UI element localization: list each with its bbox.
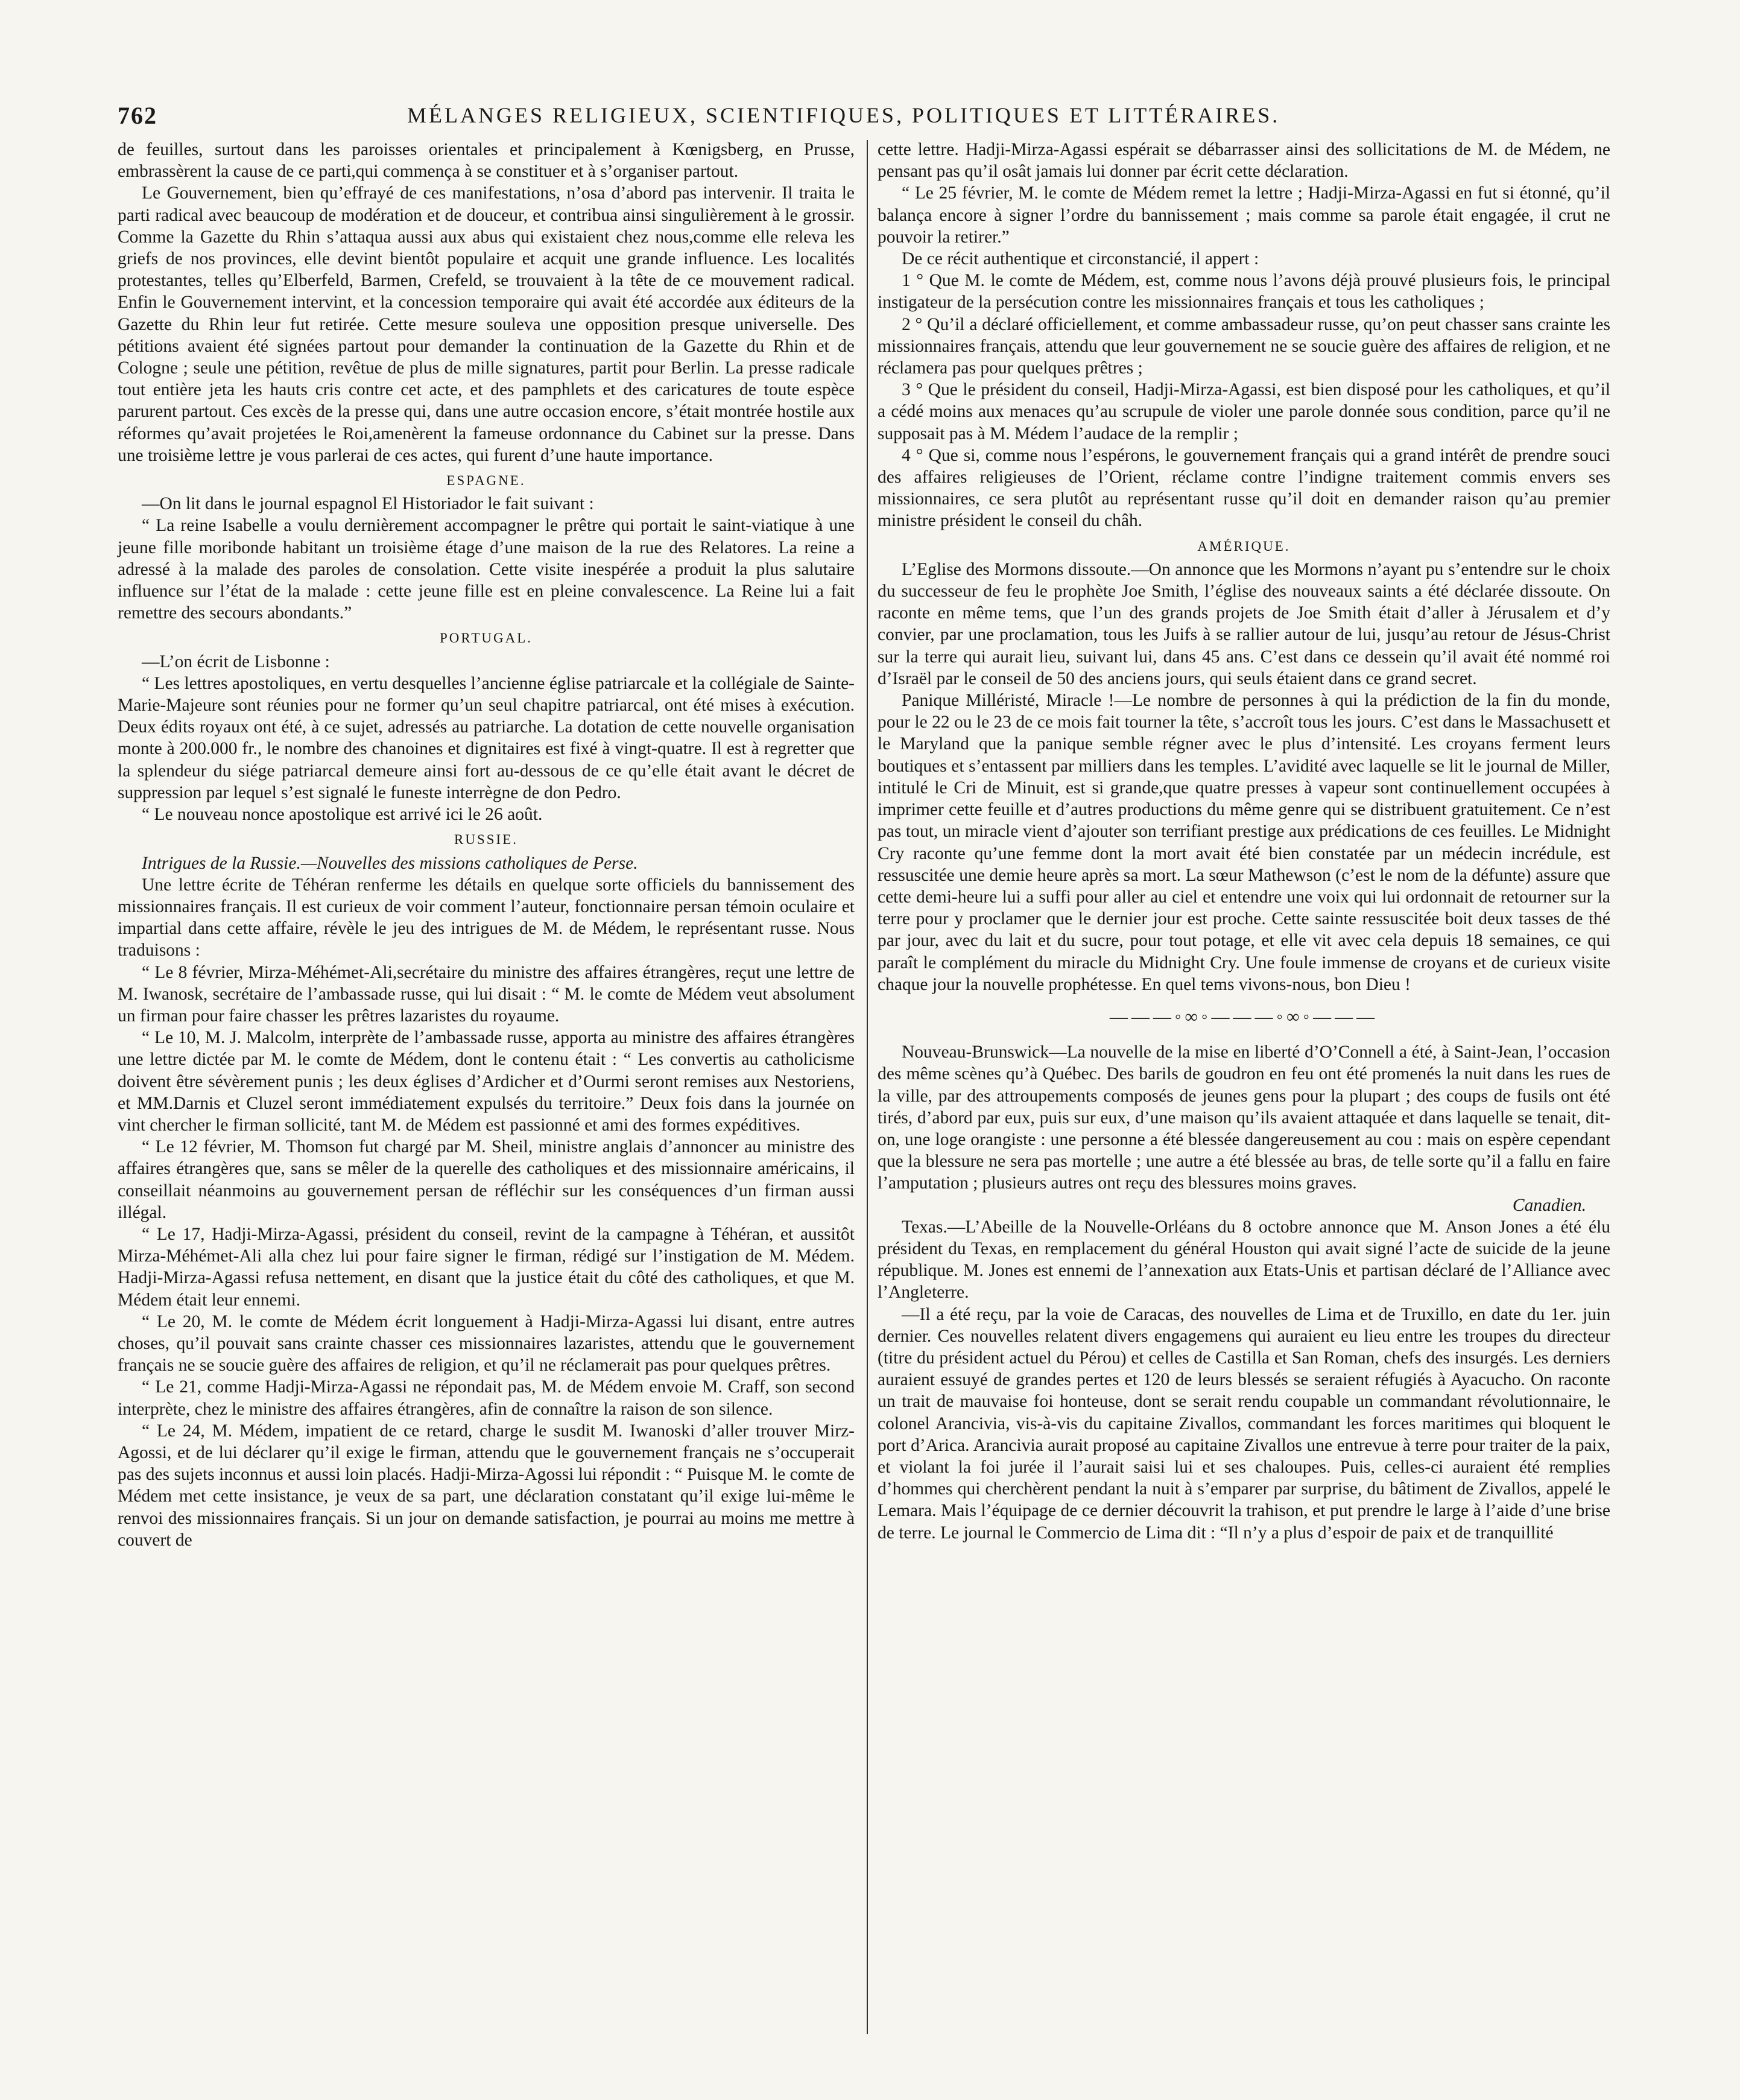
paragraph: “ Le 10, M. J. Malcolm, interprète de l’ambassade russe, apporta au ministre des affaires étrangères une lettre dictée par M. le comte de Médem, dont le contenu était : “ Les convertis au catholicisme doivent être sévèrement punis ; les deux églises d’Ardicher et d’Ourmi seront remises aux Nestoriens, et MM.Darnis et Cluzel seront immédiatement expulsés du territoire.” Deux fois dans la journée on vint chercher le firman sollicité, tant M. de Médem est passionné et ami des formes expéditives.: [118, 1028, 855, 1135]
paragraph: “ Le 12 février, M. Thomson fut chargé par M. Sheil, ministre anglais d’annoncer au ministre des affaires étrangères que, sans se mêler de la querelle des catholiques et des missionnaire américains, il conseillait néanmoins au gouvernement persan de réfléchir sur les conséquences d’un firman aussi illégal.: [118, 1137, 855, 1222]
paragraph: cette lettre. Hadji-Mirza-Agassi espérait se débarrasser ainsi des sollicitations de M. de Médem, ne pensant pas qu’il osât jamais lui donner par écrit cette déclaration.: [878, 140, 1610, 182]
paragraph: L’Eglise des Mormons dissoute.—On annonce que les Mormons n’ayant pu s’entendre sur le choix du successeur de feu le prophète Joe Smith, l’église des nouveaux saints a été déclarée dissoute. On raconte en même tems, que l’un des grands projets de Joe Smith était d’aller à Jérusalem et d’y convier, par une proclamation, tous les Juifs à se rallier autour de lui, jusqu’au retour de Jésus-Christ sur la terre qui aurait lieu, suivant lui, dans 45 ans. C’est dans ce dessein qu’il avait été nommé roi d’Israël par le conseil de 50 des anciens jours, qui seuls étaient dans ce grand secret.: [878, 559, 1610, 688]
paragraph: —Il a été reçu, par la voie de Caracas, des nouvelles de Lima et de Truxillo, en date du 1er. juin dernier. Ces nouvelles relatent divers engagemens qui auraient eu lieu entre les troupes du directeur (titre du président actuel du Pérou) et celles de Castilla et San Roman, chefs des insurgés. Les derniers auraient essuyé de grandes pertes et 120 de leurs blessés se seraient réfugiés à Ayacucho. On raconte un trait de mauvaise foi honteuse, dont se serait rendu coupable un commandant révolutionnaire, le colonel Arancivia, vis-à-vis du capitaine Zivallos, commandant les forces maritimes qui bloquent le port d’Arica. Arancivia aurait proposé au capitaine Zivallos une entrevue à terre pour traiter de la paix, et violant la foi jurée il l’aurait saisi lui et ses chaloupes. Puis, celles-ci auraient été remplies d’hommes qui cherchèrent pendant la nuit à s’emparer par surprise, du bâtiment de Zivallos, appelé le Lemara. Mais l’équipage de ce dernier découvrit la trahison, et put prendre le large à l’aide d’une brise de terre. Le journal le Commercio de Lima dit : “Il n’y a plus d’espoir de paix et de tranquillité: [878, 1304, 1610, 1543]
page-number: 762: [118, 102, 157, 129]
paragraph: —L’on écrit de Lisbonne :: [142, 652, 330, 671]
paragraph: “ Le 8 février, Mirza-Méhémet-Ali,secrétaire du ministre des affaires étrangères, reçut une lettre de M. Iwanosk, secrétaire de l’ambassade russe, qui lui disait : “ M. le comte de Médem veut absolument un firman pour faire chasser les prêtres lazaristes du royaume.: [118, 962, 855, 1026]
paragraph: “ Le 21, comme Hadji-Mirza-Agassi ne répondait pas, M. de Médem envoie M. Craff, son second interprète, chez le ministre des affaires étrangères, afin de connaître la raison de son silence.: [118, 1377, 855, 1419]
left-column: [118, 139, 855, 1551]
paragraph: Une lettre écrite de Téhéran renferme les détails en quelque sorte officiels du bannissement des missionnaires français. Il est curieux de voir comment l’auteur, fonctionnaire persan témoin oculaire et impartial dans cette affaire, révèle le jeu des intrigues de M. de Médem, le représentant russe. Nous traduisons :: [118, 875, 855, 960]
paragraph: “ Les lettres apostoliques, en vertu desquelles l’ancienne église patriarcale et la collégiale de Sainte-Marie-Majeure sont réunies pour ne former qu’un seul chapitre patriarcal, ont été mises à exécution. Deux édits royaux ont été, à ce sujet, adressés au patriarche. La dotation de cette nouvelle organisation monte à 200.000 fr., le nombre des chanoines et dignitaires est fixé à vingt-quatre. Il est à regretter que la splendeur du siége patriarcal demeure ainsi fort au-dessous de ce qu’elle était avant le décret de suppression par lequel s’est signalé le funeste interrègne de don Pedro.: [118, 673, 855, 802]
article-rubric: Intrigues de la Russie.—Nouvelles des missions catholiques de Perse.: [142, 853, 638, 873]
paragraph: “ Le nouveau nonce apostolique est arrivé ici le 26 août.: [142, 805, 543, 825]
paragraph: de feuilles, surtout dans les paroisses orientales et principalement à Kœnigsberg, en Prusse, embrassèrent la cause de ce parti,qui commença à se constituer et à s’organiser partout.: [118, 140, 855, 182]
paragraph: Panique Milléristé, Miracle !—Le nombre de personnes à qui la prédiction de la fin du monde, pour le 22 ou le 23 de ce mois fait tourner la tête, s’accroît tous les jours. C’est dans le Massachusett et le Maryland que la panique semble régner avec le plus d’intensité. Les croyans ferment leurs boutiques et s’entassent par milliers dans les temples. L’avidité avec laquelle se lit le journal de Miller, intitulé le Cri de Minuit, est si grande,que quatre presses à vapeur sont continuellement occupées à imprimer cette feuille et d’autres productions du même genre qui se distribuent gratuitement. Ce n’est pas tout, un miracle vient d’ajouter son terrifiant prestige aux prédications de ces feuilles. Le Midnight Cry raconte qu’une femme dont la mort avait été bien constatée par un médecin incrédule, est ressuscitée une demie heure après sa mort. La sœur Mathewson (c’est le nom de la défunte) assure que cette demi-heure lui a suffi pour aller au ciel et entendre une voix qui lui ordonnait de retourner sur la terre pour y proclamer que le dernier jour est proche. Cette sainte ressuscitée boit deux tasses de thé par jour, avec du lait et du sucre, pour tout potage, et elle vit avec cela depuis 18 semaines, ce qui paraît le complément du miracle du Midnight Cry. Une foule immense de croyans et de curieux visite chaque jour la nouvelle prophétesse. En quel tems vivons-nous, bon Dieu !: [878, 691, 1610, 994]
paragraph: De ce récit authentique et circonstancié, il appert :: [902, 249, 1259, 269]
section-heading-portugal: PORTUGAL.: [439, 630, 533, 646]
paragraph: “ Le 25 février, M. le comte de Médem remet la lettre ; Hadji-Mirza-Agassi en fut si étonné, qu’il balança encore à signer l’ordre du bannissement ; mais comme sa parole était engagée, il crut ne pouvoir la retirer.”: [878, 183, 1610, 247]
section-heading-amerique: AMÉRIQUE.: [1197, 538, 1291, 554]
section-heading-russie: RUSSIE.: [454, 832, 518, 848]
paragraph: “ La reine Isabelle a voulu dernièrement accompagner le prêtre qui portait le saint-viatique à une jeune fille moribonde habitant un troisième étage d’une maison de la rue des Relatores. La reine a adressé à la malade des paroles de consolation. Cette visite inespérée a produit la plus salutaire influence sur l’état de la malade : cette jeune fille est en pleine convalescence. La Reine lui a fait remettre des secours abondants.”: [118, 516, 855, 623]
column-divider: [867, 140, 868, 2034]
paragraph: 2 ° Qu’il a déclaré officiellement, et comme ambassadeur russe, qu’on peut chasser sans crainte les missionnaires français, attendu que leur gouvernement ne se soucie guère des affaires de religion, et ne réclamera pas pour quelques prêtres ;: [878, 314, 1610, 378]
paragraph: Nouveau-Brunswick—La nouvelle de la mise en liberté d’O’Connell a été, à Saint-Jean, l’occasion des même scènes qu’à Québec. Des barils de goudron en feu ont été promenés la nuit dans les rues de la ville, par des attroupements composés de jeunes gens pour la plupart ; des coups de fusils ont été tirés, d’abord par eux, puis sur eux, d’une maison qu’ils avaient attaquée et dans laquelle se tenait, dit-on, une loge orangiste : une personne a été blessée dangereusement au cou : mais on espère cependant que la blessure ne sera pas mortelle ; une autre a été blessée au bras, de telle sorte qu’il a fallu en faire l’amputation ; plusieurs autres ont reçu des blessures moins graves.: [878, 1042, 1610, 1193]
section-heading-espagne: ESPAGNE.: [446, 473, 526, 489]
paragraph: 1 ° Que M. le comte de Médem, est, comme nous l’avons déjà prouvé plusieurs fois, le principal instigateur de la persécution contre les missionnaires français et tous les catholiques ;: [878, 271, 1610, 312]
paragraph: “ Le 24, M. Médem, impatient de ce retard, charge le susdit M. Iwanoski d’aller trouver Mirz-Agossi, et de lui déclarer qu’il exige le firman, attendu que le gouvernement français ne s’occuperait pas des sujets inconnus et aussi loin placés. Hadji-Mirza-Agossi lui répondit : “ Puisque M. le comte de Médem met cette insistance, je veux de sa part, une déclaration constatant qu’il exige lui-même le renvoi des missionnaires français. Si un jour on demande satisfaction, je pourrai au moins me mettre à couvert de: [118, 1421, 855, 1550]
paragraph: “ Le 17, Hadji-Mirza-Agassi, président du conseil, revint de la campagne à Téhéran, et aussitôt Mirza-Méhémet-Ali alla chez lui pour faire signer le firman, rédigé sur l’instigation de M. Médem. Hadji-Mirza-Agassi refusa nettement, en disant que la justice était du côté des catholiques, et que M. Médem était leur ennemi.: [118, 1224, 855, 1310]
ornamental-divider: ———◦∞◦———◦∞◦———: [1109, 1006, 1379, 1027]
running-title: MÉLANGES RELIGIEUX, SCIENTIFIQUES, POLITIQUES ET LITTÉRAIRES.: [407, 103, 1280, 127]
paragraph: “ Le 20, M. le comte de Médem écrit longuement à Hadji-Mirza-Agassi lui disant, entre autres choses, qu’il pouvait sans crainte chasser ces missionnaires lazaristes, attendu que le gouvernement français ne se soucie guère des affaires de religion, et qu’il ne réclamerait pas pour quelques prêtres.: [118, 1312, 855, 1375]
source-signature: Canadien.: [1512, 1195, 1586, 1215]
paragraph: 4 ° Que si, comme nous l’espérons, le gouvernement français qui a grand intérêt de prendre souci des affaires religieuses de l’Orient, réclame contre l’indigne traitement commis envers ses missionnaires, ce sera plutôt au représentant russe qu’il doit en demander raison qu’au premier ministre président le conseil du châh.: [878, 445, 1610, 531]
paragraph: Le Gouvernement, bien qu’effrayé de ces manifestations, n’osa d’abord pas intervenir. Il traita le parti radical avec beaucoup de modération et de douceur, et contribua ainsi singulièrement à le grossir. Comme la Gazette du Rhin s’attaqua aussi aux abus qui existaient chez nous,comme elle releva les griefs de nos provinces, elle devint bientôt populaire et acquit une grande influence. Les localités protestantes, telles qu’Elberfeld, Barmen, Crefeld, se trouvaient à la tête de ce mouvement radical. Enfin le Gouvernement intervint, et la concession temporaire qui avait été accordée aux éditeurs de la Gazette du Rhin leur fut retirée. Cette mesure souleva une opposition presque universelle. Des pétitions avaient été signées partout pour demander la continuation de la Gazette du Rhin et de Cologne ; seule une pétition, revêtue de plus de mille signatures, partit pour Berlin. La presse radicale tout entière jeta les hauts cris contre cet acte, et des pamphlets et des caricatures de toute espèce parurent partout. Ces excès de la presse qui, dans une autre occasion encore, s’était montrée hostile aux réformes qu’avait projetées le Roi,amenèrent la fameuse ordonnance du Cabinet sur la presse. Dans une troisième lettre je vous parlerai de ces actes, qui furent d’une haute importance.: [118, 183, 855, 465]
paragraph: —On lit dans le journal espagnol El Historiador le fait suivant :: [142, 494, 594, 514]
page-header: [118, 101, 1613, 138]
paragraph: Texas.—L’Abeille de la Nouvelle-Orléans du 8 octobre annonce que M. Anson Jones a été élu président du Texas, en remplacement du général Houston qui avait signé l’acte de suicide de la jeune république. M. Jones est ennemi de l’annexation aux Etats-Unis et partisan déclaré de l’Alliance avec l’Angleterre.: [878, 1217, 1610, 1302]
right-column: [878, 139, 1610, 1544]
paragraph: 3 ° Que le président du conseil, Hadji-Mirza-Agassi, est bien disposé pour les catholiques, et qu’il a cédé moins aux menaces qu’au scrupule de violer une parole donnée sous condition, parce qu’il ne supposait pas à M. Médem l’audace de la remplir ;: [878, 380, 1610, 443]
